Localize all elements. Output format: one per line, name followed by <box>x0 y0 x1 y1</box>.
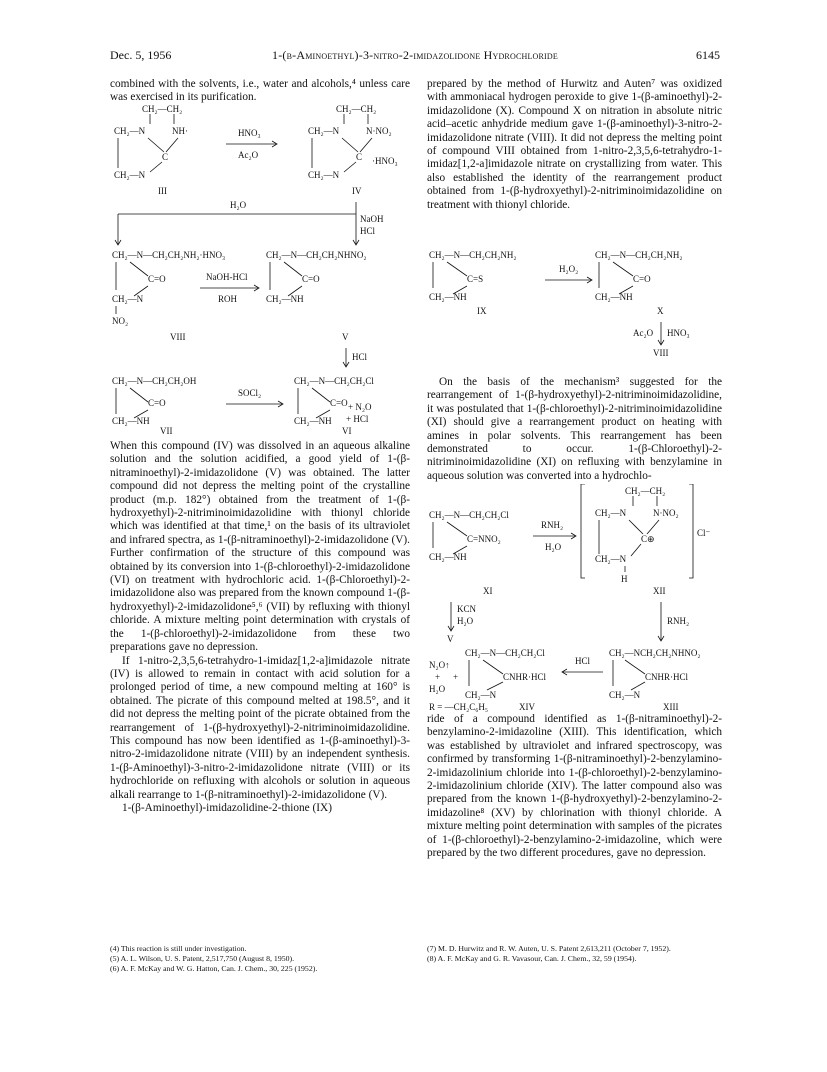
reagent-label: HCl <box>352 352 368 362</box>
chem-label: C <box>162 152 169 162</box>
paragraph: When this compound (IV) was dissolved in an aqueous alkaline solution and the solution acidified, a good yield of 1-(β-nitraminoethyl)-2-imidazolidone (V) was obtained. The latter compound did not depress the melting point of the crystalline product (m.p. 182°) obtained from the treatment of 1-(β-hydroxyethyl)-2-nitriminoimidazolidine with thionyl chloride which was identified at that time,¹ on the basis of its ultraviolet and infrared spectra, as 1-(β-nitraminoethyl)-2-imidazolidone (V). Further confirmation of the structure of this compound was obtained by its conversion into 1-(β-chloroethyl)-2-imidazolidone (VI) on treatment with hydrochloric acid. 1-(β-Chloroethyl)-2-imidazolidone also was prepared from the known compound 1-(β-hydroxyethyl)-2-imidazolidone⁵,⁶ (VII) by refluxing with thionyl chloride. A mixture melting point determination with crystals of the 1-(β-chloroethyl)-2-imidazolidone from these two preparations gave no depression. <box>110 440 410 654</box>
compound-label-VII: VII <box>160 426 173 434</box>
chem-label: CH₂—N—CH₂CH₂OH <box>112 376 197 386</box>
chem-label: CH₂—NH <box>112 416 150 426</box>
reagent-label: Ac₂O <box>238 150 259 160</box>
chem-label: CH₂—N—CH₂CH₂Cl <box>294 376 374 386</box>
chem-label: CH₂—CH₂ <box>142 104 183 114</box>
chem-label: CH₂—NH <box>294 416 332 426</box>
chem-label: C=O <box>633 274 651 284</box>
footnote: (4) This reaction is still under investigation. <box>110 944 247 953</box>
compound-label-VIII: VIII <box>170 332 186 342</box>
compound-label-X: X <box>657 306 664 316</box>
left-top-text <box>110 78 410 105</box>
chem-label: H <box>621 574 628 584</box>
right-text-2 <box>427 376 722 483</box>
reagent-label: ROH <box>218 294 238 304</box>
chem-label: CH₂—N—CH₂CH₂Cl <box>429 510 509 520</box>
paragraph: On the basis of the mechanism³ suggested for the rearrangement of 1-(β-hydroxyethyl)-2-nitriminoimidazolidine, it was postulated that 1-(β-chloroethyl)-2-nitriminoimidazolidine (XI) should give a rearrangement product on heating with amines in polar solvents. This rearrangement has been demonstrated to occur. 1-(β-Chloroethyl)-2-nitriminoimidazolidine (XI) on refluxing with benzylamine in aqueous solution was converted into a hydrochlo- <box>427 376 722 482</box>
reaction-scheme-1 <box>110 104 410 434</box>
chem-label: C=O <box>302 274 320 284</box>
chem-label: CH₂—N <box>308 126 340 136</box>
chem-label: C=NNO₂ <box>467 534 501 544</box>
chem-label: N·NO₂ <box>653 508 679 518</box>
chem-label: CH₂—N—CH₂CH₂NHNO₂ <box>266 250 367 260</box>
chem-label: CH₂—NH <box>429 552 467 562</box>
footnotes-right <box>427 944 722 964</box>
chem-label: N₂O↑ <box>429 660 450 670</box>
chem-label: CNHR·HCl <box>645 672 689 682</box>
reagent-label: RNH₂ <box>541 520 564 530</box>
chem-label: CH₂—N—CH₂CH₂Cl <box>465 648 545 658</box>
compound-label-VI: VI <box>342 426 352 434</box>
compound-label-XIV: XIV <box>519 702 535 712</box>
footnote: (5) A. L. Wilson, U. S. Patent, 2,517,750 (August 8, 1950). <box>110 954 295 963</box>
reaction-scheme-2 <box>427 248 722 360</box>
reagent-label: H₂O₂ <box>559 264 579 274</box>
compound-label-XIII: XIII <box>663 702 679 712</box>
reagent-label: NaOH-HCl <box>206 272 248 282</box>
paragraph: combined with the solvents, i.e., water and alcohols,⁴ unless care was exercised in its purification. <box>110 78 410 104</box>
page-number: 6145 <box>696 48 720 62</box>
reagent-label: SOCl₂ <box>238 388 262 398</box>
reagent-label: H₂O <box>545 542 562 552</box>
compound-label-III: III <box>158 186 167 196</box>
chem-label: + N₂O <box>348 402 372 412</box>
chem-label: CH₂—N—CH₂CH₂NH₂ <box>595 250 683 260</box>
chem-label: CH₂—N <box>114 126 146 136</box>
footnotes-left <box>110 944 410 974</box>
chem-label: CH₂—NH <box>429 292 467 302</box>
chem-label: NO₂ <box>112 316 129 326</box>
reagent-label: HCl <box>360 226 376 236</box>
chem-label: CH₂—N—CH₂CH₂NH₂·HNO₃ <box>112 250 226 260</box>
chem-label: CH₂—N <box>595 554 627 564</box>
reagent-label: HNO₃ <box>238 128 261 138</box>
compound-label-IX: IX <box>477 306 487 316</box>
reagent-label: Ac₂O <box>633 328 654 338</box>
reagent-label: KCN <box>457 604 477 614</box>
page-header <box>110 48 720 64</box>
chem-label: CH₂—N <box>112 294 144 304</box>
footnote: (7) M. D. Hurwitz and R. W. Auten, U. S. Patent 2,613,211 (October 7, 1952). <box>427 944 671 953</box>
chem-label: CH₂—N <box>595 508 627 518</box>
right-text-3 <box>427 713 722 860</box>
chem-label: CH₂—N <box>308 170 340 180</box>
chem-label: NH· <box>172 126 188 136</box>
footnote: (8) A. F. McKay and G. R. Vavasour, Can. J. Chem., 32, 59 (1954). <box>427 954 637 963</box>
chem-label: ·HNO₃ <box>372 156 398 166</box>
chem-label: + <box>453 672 459 682</box>
chem-label: R = —CH₂C₆H₅ <box>429 702 488 712</box>
compound-label-IV: IV <box>352 186 362 196</box>
chem-label: N·NO₂ <box>366 126 392 136</box>
footnote: (6) A. F. McKay and W. G. Hatton, Can. J. Chem., 30, 225 (1952). <box>110 964 318 973</box>
chem-label: + <box>435 672 441 682</box>
header-date: Dec. 5, 1956 <box>110 48 172 62</box>
chem-label: C=O <box>148 274 166 284</box>
chem-label: CH₂—NH <box>595 292 633 302</box>
paragraph: 1-(β-Aminoethyl)-imidazolidine-2-thione (IX) <box>122 801 332 814</box>
chem-label: CH₂—N—CH₂CH₂NH₂ <box>429 250 517 260</box>
reagent-label: NaOH <box>360 214 384 224</box>
compound-label-XII: XII <box>653 586 666 596</box>
reagent-label: H₂O <box>230 200 247 210</box>
chem-label: C=S <box>467 274 484 284</box>
chem-label: CH₂—N <box>114 170 146 180</box>
compound-label-V: V <box>342 332 349 342</box>
chem-label: C=O <box>148 398 166 408</box>
chem-label: CH₂—NCH₂CH₂NHNO₂ <box>609 648 701 658</box>
compound-label-VIII: VIII <box>653 348 669 358</box>
chem-label: CH₂—NH <box>266 294 304 304</box>
reagent-label: RNH₂ <box>667 616 690 626</box>
chem-label: C <box>356 152 363 162</box>
compound-label-V: V <box>447 634 454 644</box>
chem-label: C=O <box>330 398 348 408</box>
paragraph: prepared by the method of Hurwitz and Auten⁷ was oxidized with ammoniacal hydrogen peroxide to give 1-(β-aminoethyl)-2-imidazolidone (X). Compound X on nitration in absolute nitric acid–acetic anhydride medium gave 1-(β-aminoethyl)-3-nitro-2-imidazolidone nitrate (VIII). It did not depress the melting point of compound VIII obtained from 1-nitro-2,3,5,6-tetrahydro-1-imidaz[1,2-a]imidazole nitrate on crystallizing from water. This also established the identity of the rearrangement product obtained from 1-(β-hydroxyethyl)-2-nitriminoimidazolidine on treatment with thionyl chloride. <box>427 78 722 211</box>
header-title: 1-(β-Aminoethyl)-3-nitro-2-imidazolidone Hydrochloride <box>272 48 558 62</box>
chem-label: + HCl <box>346 414 369 424</box>
paragraph: If 1-nitro-2,3,5,6-tetrahydro-1-imidaz[1,2-a]imidazole nitrate (IV) is allowed to remain in contact with acid solution for a prolonged period of time, a new compound melting at 160° is obtained. The picrate of this compound melted at 198.5°, and it did not depress the melting point of the picrate obtained from the rearrangement of 1-(β-hydroxyethyl)-2-nitriminoimidazolidine. This compound has now been identified as 1-(β-aminoethyl)-3-nitro-2-imidazolidone nitrate (VIII) by an independent synthesis. 1-(β-Aminoethyl)-3-nitro-2-imidazolidone nitrate (VIII) or its hydrochloride on refluxing with alcohols or solution in aqueous alkali rearrange to 1-(β-nitraminoethyl)-2-imidazolidone (V). <box>110 654 410 801</box>
chem-label: CH₂—CH₂ <box>336 104 377 114</box>
right-text-1 <box>427 78 722 212</box>
reagent-label: HCl <box>575 656 591 666</box>
reagent-label: HNO₃ <box>667 328 690 338</box>
paragraph: ride of a compound identified as 1-(β-nitraminoethyl)-2-benzylamino-2-imidazoline (XIII). This identification, which was established by ultraviolet and infrared spectroscopy, was confirmed by transforming 1-(β-nitraminoethyl)-2-benzylamino-2-imidazolinium chloride into 1-(β-chloroethyl)-2-benzylamino-2-imidazolinium chloride (XIV). The latter compound also was prepared from the known 1-(β-hydroxyethyl)-2-benzylamino-2-imidazoline⁸ (XV) by chlorination with thionyl chloride. A mixture melting point determination with samples of the picrates of 1-(β-chloroethyl)-2-benzylamino-2-imidazoline, which were prepared by the two different procedures, gave no depression. <box>427 713 722 860</box>
chem-label: C⊕ <box>641 534 655 544</box>
chem-label: CH₂—N <box>465 690 497 700</box>
reagent-label: H₂O <box>457 616 474 626</box>
chem-label: CH₂—CH₂ <box>625 486 666 496</box>
chem-label: CNHR·HCl <box>503 672 547 682</box>
chem-label: H₂O <box>429 684 446 694</box>
chem-label: Cl⁻ <box>697 528 711 538</box>
reaction-scheme-3 <box>427 484 722 712</box>
chem-label: CH₂—N <box>609 690 641 700</box>
left-bottom-text <box>110 440 410 815</box>
compound-label-XI: XI <box>483 586 493 596</box>
